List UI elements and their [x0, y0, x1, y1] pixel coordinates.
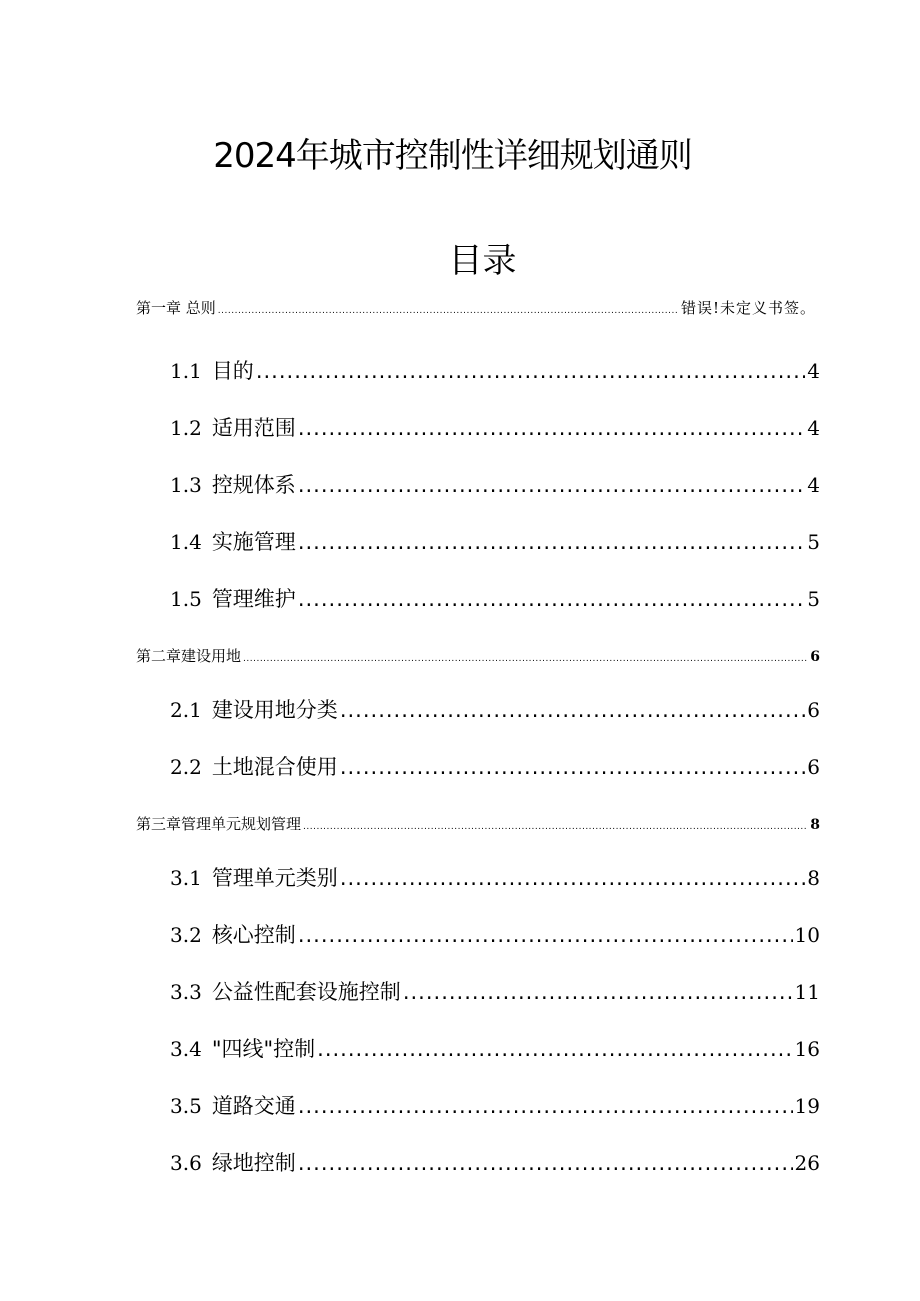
toc-section-3-4[interactable] — [170, 1033, 820, 1063]
toc-section-number: 3.6 — [170, 1151, 202, 1175]
toc-leader — [340, 755, 805, 779]
toc-page-number: 26 — [794, 1151, 820, 1175]
toc-section-3-1[interactable] — [170, 862, 820, 892]
toc-chapter-label: 第一章 总则 — [136, 299, 216, 317]
toc-leader — [256, 359, 805, 383]
toc-page-number: 19 — [794, 1094, 820, 1118]
toc-section-title: 建设用地分类 — [211, 698, 338, 722]
toc-leader — [298, 923, 793, 947]
toc-page-number: 10 — [794, 923, 820, 947]
toc-section-title: 适用范围 — [211, 416, 296, 440]
toc-section-3-5[interactable] — [170, 1090, 820, 1120]
toc-page-number: 6 — [807, 698, 820, 722]
toc-section-title: 核心控制 — [211, 923, 296, 947]
toc-page-number: 4 — [807, 473, 820, 497]
toc-section-number: 3.5 — [170, 1094, 202, 1118]
toc-section-number: 2.2 — [170, 755, 202, 779]
toc-section-number: 1.2 — [170, 416, 202, 440]
toc-section-1-3[interactable] — [170, 469, 820, 499]
toc-chapter-label: 第二章建设用地 — [136, 647, 242, 665]
toc-leader — [340, 866, 805, 890]
toc-section-number: 1.4 — [170, 530, 202, 554]
toc-chapter-label: 第三章管理单元规划管理 — [136, 815, 302, 833]
toc-page-number: 错误!未定义书签。 — [680, 299, 816, 317]
toc-section-1-4[interactable] — [170, 526, 820, 556]
toc-page-number: 8 — [810, 817, 820, 833]
toc-section-number: 3.2 — [170, 923, 202, 947]
toc-page-number: 16 — [794, 1037, 820, 1061]
toc-section-title: 目的 — [211, 359, 254, 383]
toc-page-number: 6 — [810, 649, 820, 665]
toc-leader — [298, 1151, 793, 1175]
toc-section-title: 管理单元类别 — [211, 866, 338, 890]
toc-section-3-6[interactable] — [170, 1147, 820, 1177]
toc-section-number: 1.3 — [170, 473, 202, 497]
toc-section-number: 3.3 — [170, 980, 202, 1004]
toc-page-number: 8 — [807, 866, 820, 890]
toc-section-title: 管理维护 — [211, 587, 296, 611]
toc-chapter-1[interactable] — [136, 297, 816, 318]
toc-section-2-1[interactable] — [170, 694, 820, 724]
toc-chapter-3[interactable] — [136, 813, 820, 834]
toc-section-3-2[interactable] — [170, 919, 820, 949]
toc-leader — [317, 1037, 792, 1061]
toc-leader — [298, 530, 805, 554]
toc-leader — [340, 698, 805, 722]
toc-page-number: 6 — [807, 755, 820, 779]
toc-section-title: 控规体系 — [211, 473, 296, 497]
toc-section-number: 1.5 — [170, 587, 202, 611]
toc-page-number: 11 — [794, 980, 820, 1004]
toc-section-2-2[interactable] — [170, 751, 820, 781]
toc-page-number: 5 — [807, 530, 820, 554]
toc-heading: 目录 — [448, 241, 517, 281]
toc-section-title: 道路交通 — [211, 1094, 296, 1118]
toc-leader — [403, 980, 793, 1004]
toc-page-number: 5 — [807, 587, 820, 611]
toc-section-title: 公益性配套设施控制 — [211, 980, 401, 1004]
toc-section-title: 土地混合使用 — [211, 755, 338, 779]
toc-leader — [298, 416, 805, 440]
toc-section-1-2[interactable] — [170, 412, 820, 442]
toc-section-number: 1.1 — [170, 359, 202, 383]
toc-leader — [298, 1094, 793, 1118]
toc-leader — [298, 587, 805, 611]
toc-section-1-5[interactable] — [170, 583, 820, 613]
toc-page-number: 4 — [807, 416, 820, 440]
toc-section-title: 实施管理 — [211, 530, 296, 554]
toc-leader — [303, 822, 808, 832]
toc-section-3-3[interactable] — [170, 976, 820, 1006]
document-title: 2024年城市控制性详细规划通则 — [213, 136, 692, 176]
toc-page-number: 4 — [807, 359, 820, 383]
toc-section-1-1[interactable] — [170, 355, 820, 385]
toc-section-number: 2.1 — [170, 698, 202, 722]
toc-section-title: "四线"控制 — [211, 1037, 316, 1061]
toc-chapter-2[interactable] — [136, 645, 820, 666]
toc-section-title: 绿地控制 — [211, 1151, 296, 1175]
toc-leader — [218, 306, 679, 316]
toc-leader — [243, 654, 808, 664]
toc-leader — [298, 473, 805, 497]
toc-section-number: 3.4 — [170, 1037, 202, 1061]
toc-section-number: 3.1 — [170, 866, 202, 890]
